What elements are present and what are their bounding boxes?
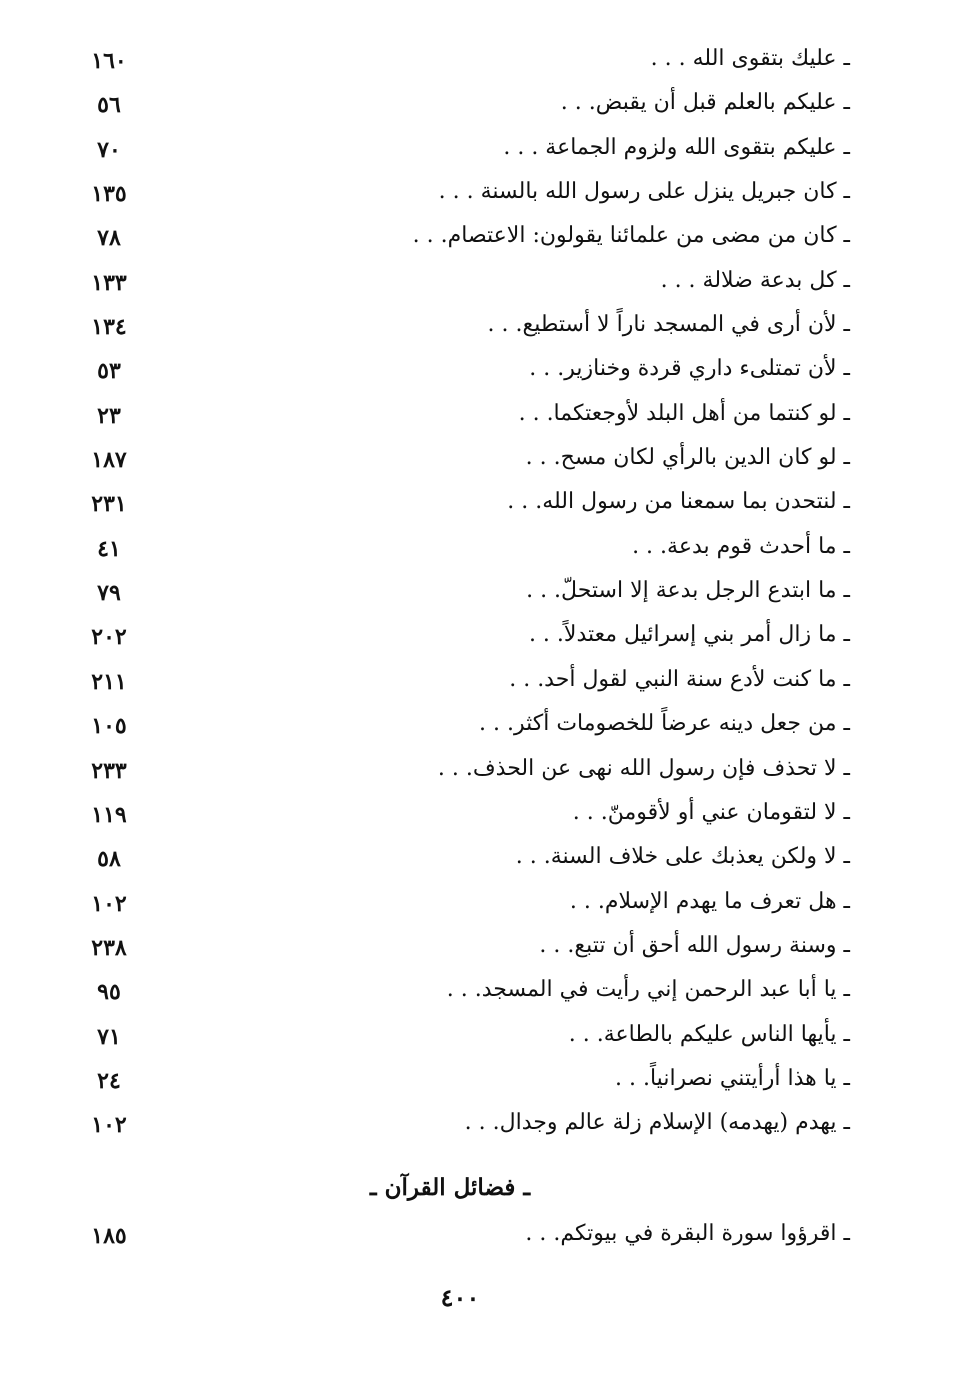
entry-page-number: ٧٩ xyxy=(97,580,121,607)
entry-page-number: ٢٤ xyxy=(97,1067,121,1094)
index-entry xyxy=(0,350,953,394)
entry-page-number: ١٠٢ xyxy=(91,890,127,917)
entry-page-number: ٢٠٢ xyxy=(91,624,127,651)
entry-text: ـ ما ابتدع الرجل بدعة إلا استحلّ. . . xyxy=(526,578,850,604)
entry-text: ـ لا ولكن يعذبك على خلاف السنة. . . xyxy=(515,844,850,870)
section-heading: ـ فضائل القرآن ـ xyxy=(369,1174,531,1201)
entry-page-number: ٧٠ xyxy=(97,136,121,163)
index-entry xyxy=(0,750,953,794)
entry-page-number: ٢٣١ xyxy=(91,491,127,518)
index-entry xyxy=(0,40,953,84)
entry-text: ـ لو كنتما من أهل البلد لأوجعتكما. . . xyxy=(518,400,850,426)
entry-text: ـ من جعل دينه عرضاً للخصومات أكثر. . . xyxy=(479,711,850,737)
entry-text: ـ لو كان الدين بالرأي لكان مسح. . . xyxy=(525,445,850,471)
entry-text: ـ لأن أرى في المسجد ناراً لا أستطيع. . . xyxy=(487,312,850,338)
entry-page-number: ٢٣٨ xyxy=(91,934,127,961)
index-entry xyxy=(0,129,953,173)
entry-page-number: ٤١ xyxy=(97,535,121,562)
entry-text: ـ يا هذا أرأيتني نصرانياً. . . xyxy=(615,1065,850,1091)
entry-page-number: ٧٨ xyxy=(97,225,121,252)
index-entry xyxy=(0,1215,953,1259)
hadith-index-list xyxy=(0,40,953,1149)
entry-page-number: ١٣٣ xyxy=(91,269,127,296)
entry-text: ـ لنتحدن بما سمعنا من رسول الله. . . xyxy=(507,489,850,515)
entry-text: ـ لأن تمتلىء داري قردة وخنازير. . . xyxy=(529,356,850,382)
entry-page-number: ٢١١ xyxy=(91,668,127,695)
index-entry xyxy=(0,661,953,705)
index-entry xyxy=(0,1060,953,1104)
entry-page-number: ٥٣ xyxy=(97,358,121,385)
entry-text: ـ لا لتقومان عني أو لأقومنّ. . . xyxy=(572,799,850,825)
index-entry xyxy=(0,794,953,838)
entry-text: ـ كل بدعة ضلالة . . . xyxy=(660,267,850,293)
index-entry xyxy=(0,705,953,749)
entry-page-number: ١٣٤ xyxy=(91,314,127,341)
index-entry xyxy=(0,173,953,217)
index-entry xyxy=(0,1016,953,1060)
entry-page-number: ١٣٥ xyxy=(91,181,127,208)
entry-page-number: ٩٥ xyxy=(97,979,121,1006)
index-entry xyxy=(0,306,953,350)
index-entry xyxy=(0,927,953,971)
entry-text: ـ كان جبريل ينزل على رسول الله بالسنة . . . xyxy=(438,179,850,205)
entry-text: ـ يأيها الناس عليكم بالطاعة. . . xyxy=(568,1021,850,1047)
entry-page-number: ١٨٥ xyxy=(91,1223,127,1249)
entry-text: ـ لا تحذف فإن رسول الله نهى عن الحذف. . . xyxy=(437,755,850,781)
index-entry xyxy=(0,1104,953,1148)
entry-page-number: ١٦٠ xyxy=(91,48,127,74)
section-index-list xyxy=(0,1215,953,1259)
entry-page-number: ١٠٥ xyxy=(91,713,127,740)
index-entry xyxy=(0,616,953,660)
entry-text: ـ ما أحدث قوم بدعة. . . xyxy=(632,533,850,559)
page-number: ٤٠٠ xyxy=(440,1283,480,1312)
index-entry xyxy=(0,971,953,1015)
entry-page-number: ١١٩ xyxy=(91,801,127,828)
entry-page-number: ٥٨ xyxy=(97,846,121,873)
index-entry xyxy=(0,84,953,128)
entry-page-number: ٢٣٣ xyxy=(91,757,127,784)
entry-text: ـ عليكم بالعلم قبل أن يقبض. . . xyxy=(560,90,850,116)
entry-text: ـ اقرؤوا سورة البقرة في بيوتكم. . . xyxy=(525,1221,850,1246)
entry-page-number: ٧١ xyxy=(97,1023,121,1050)
entry-text: ـ ما كنت لأدع سنة النبي لقول أحد. . . xyxy=(509,666,850,692)
entry-page-number: ١٨٧ xyxy=(91,447,127,474)
entry-text: ـ هل تعرف ما يهدم الإسلام. . . xyxy=(569,888,850,914)
entry-page-number: ٥٦ xyxy=(97,92,121,119)
entry-text: ـ عليكم بتقوى الله ولزوم الجماعة . . . xyxy=(503,134,850,160)
index-entry xyxy=(0,572,953,616)
index-entry xyxy=(0,217,953,261)
entry-text: ـ كان من مضى من علمائنا يقولون: الاعتصام. . . xyxy=(412,223,850,249)
index-entry xyxy=(0,439,953,483)
entry-text: ـ ما زال أمر بني إسرائيل معتدلاً. . . xyxy=(528,622,850,648)
index-entry xyxy=(0,838,953,882)
entry-page-number: ١٠٢ xyxy=(91,1112,127,1139)
index-entry xyxy=(0,528,953,572)
index-entry xyxy=(0,883,953,927)
entry-text: ـ يهدم (يهدمه) الإسلام زلة عالم وجدال. . . xyxy=(464,1110,850,1136)
entry-text: ـ عليك بتقوى الله . . . xyxy=(650,46,850,71)
index-entry xyxy=(0,262,953,306)
index-entry xyxy=(0,483,953,527)
index-entry xyxy=(0,395,953,439)
entry-page-number: ٢٣ xyxy=(97,402,121,429)
entry-text: ـ يا أبا عبد الرحمن إني رأيت في المسجد. . . xyxy=(446,977,850,1003)
entry-text: ـ وسنة رسول الله أحق أن تتبع. . . xyxy=(539,932,850,958)
